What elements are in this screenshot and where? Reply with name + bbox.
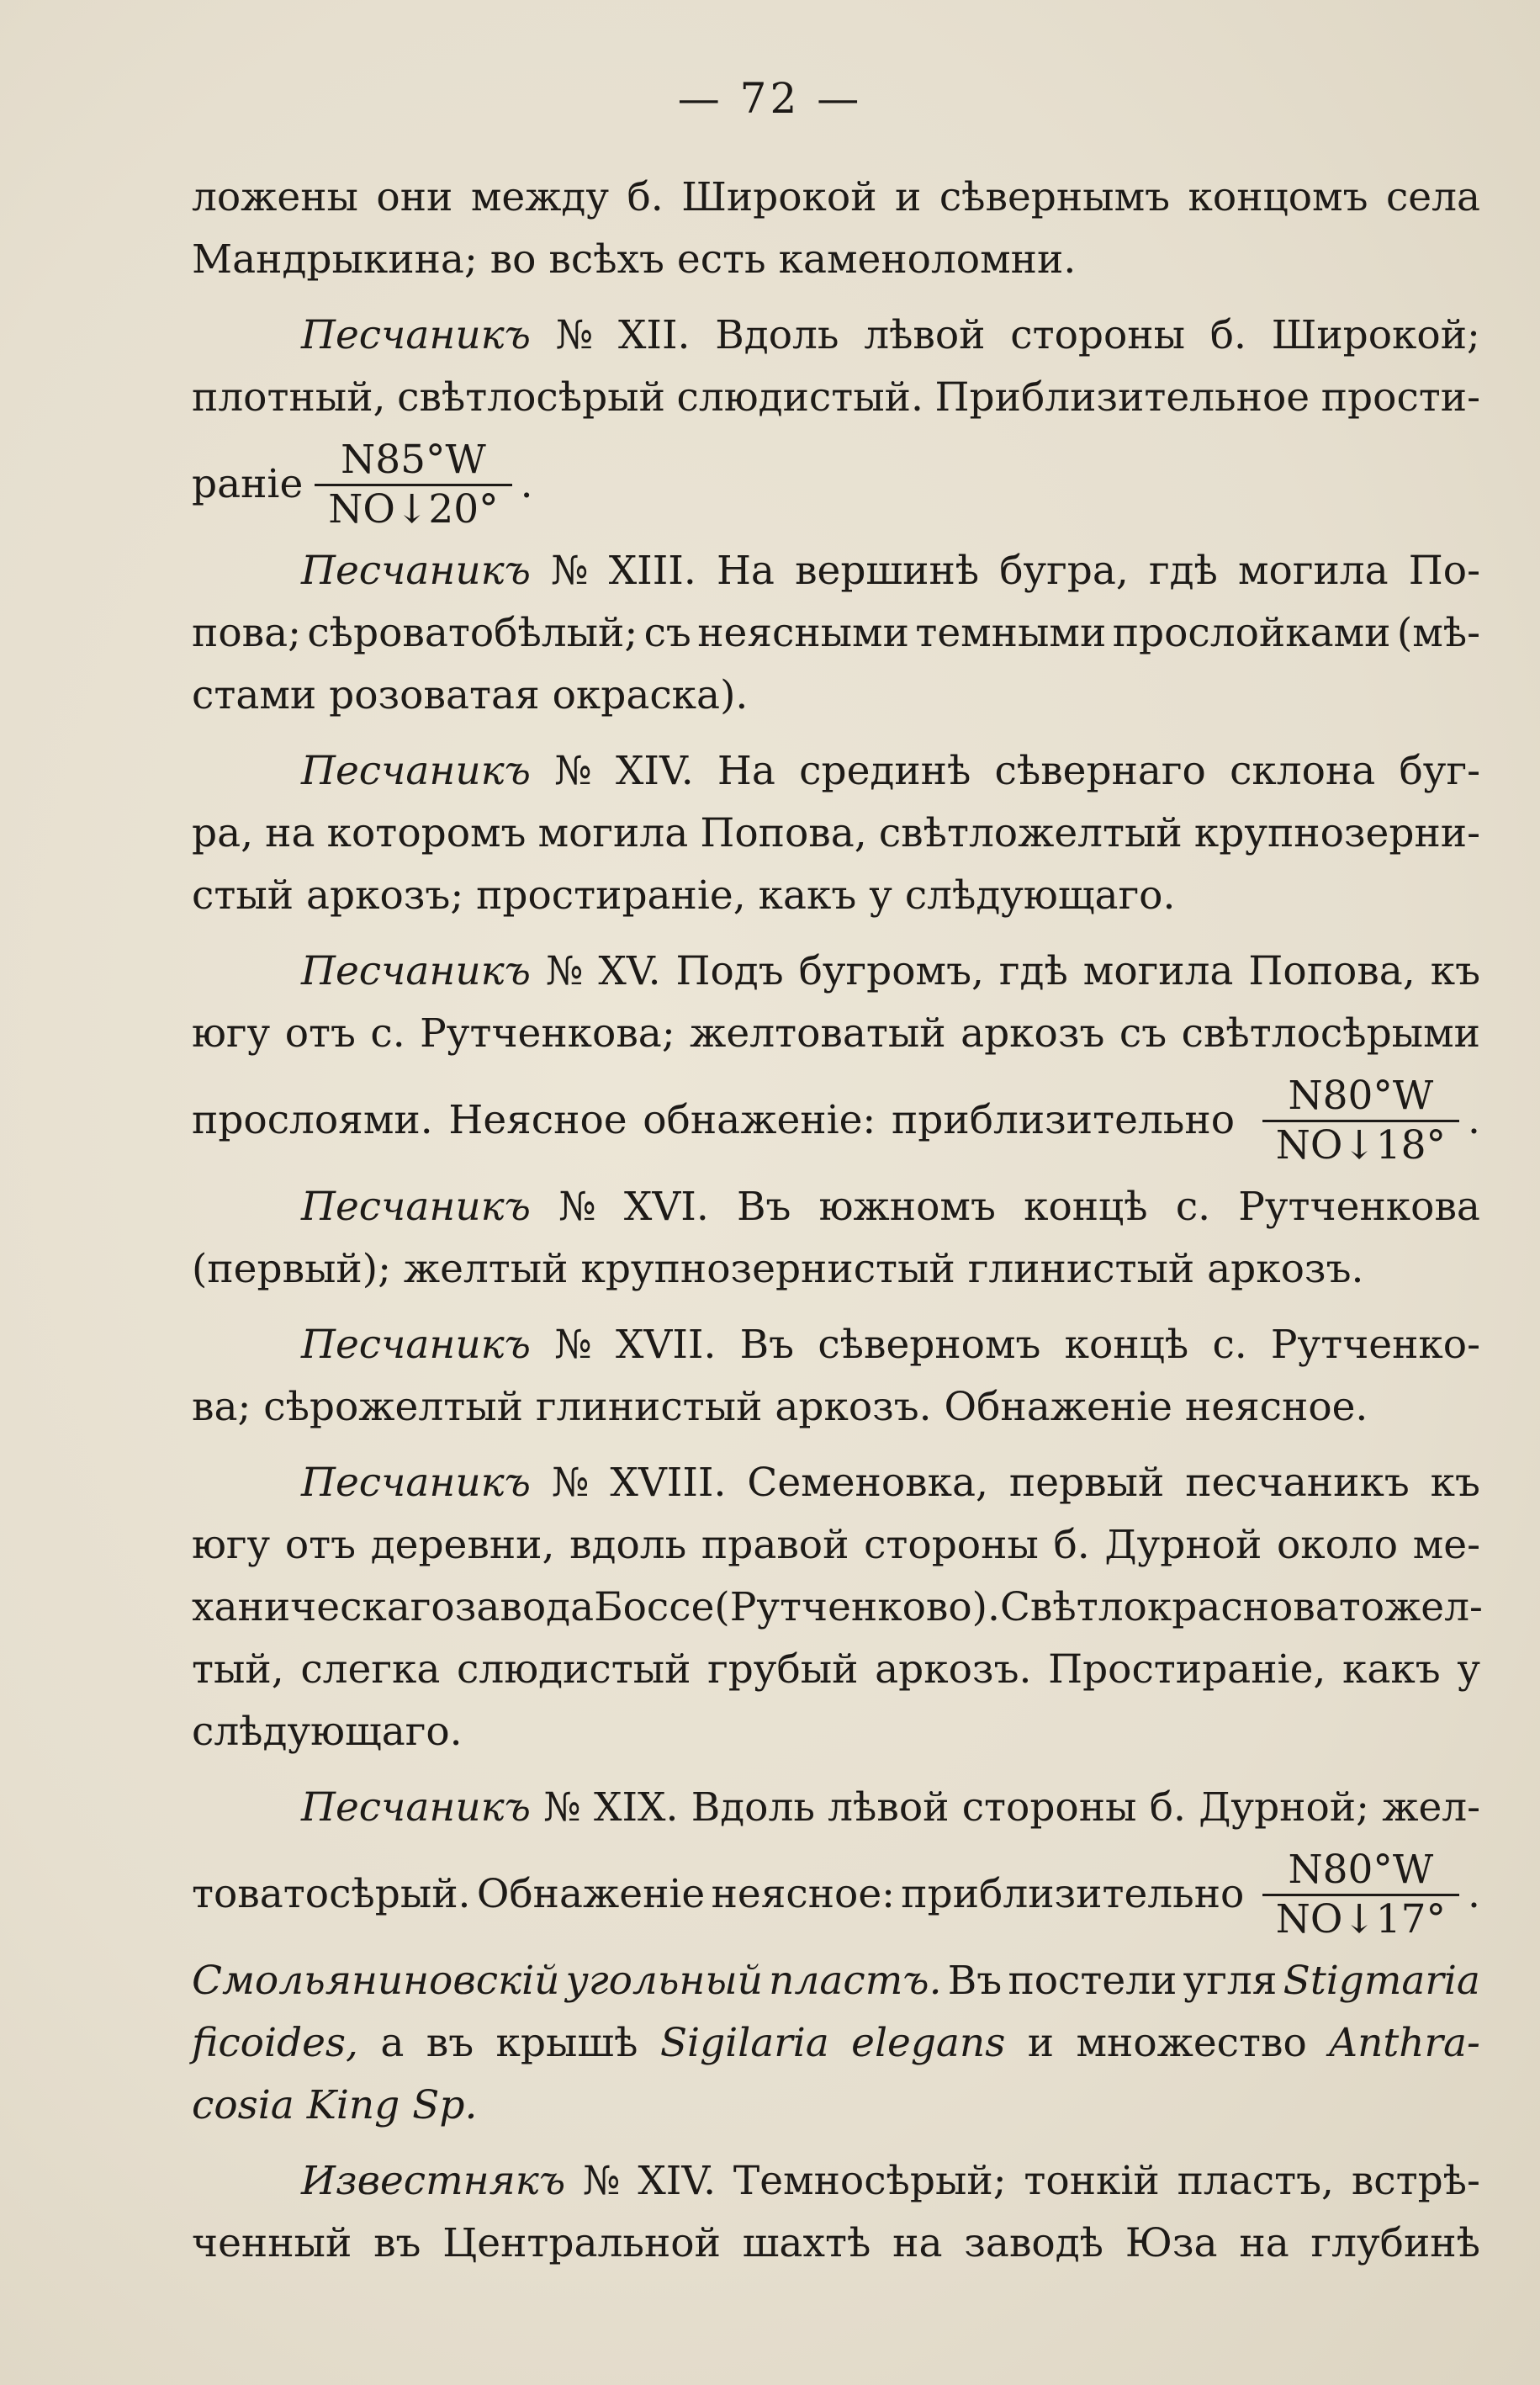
strike-dip-fraction: $\frac{N80^\circ W}{NO↓17^\circ}$ [1262,1847,1459,1943]
text-line: пова; сѣроватобѣлый; съ неясными темными прослойками (мѣ- [192,610,1480,656]
text-line: тый, слегка слюдистый грубый аркозъ. Простираніе, какъ у [192,1646,1480,1693]
text-line: Песчаникъ № XIX. Вдоль лѣвой стороны б. Дурной; жел- [192,1777,1480,1839]
text-line: прослоями. Неясное обнаженіе: приблизительно $\frac{N80^\circ W}{NO↓18^\circ}$ . [192,1072,1480,1169]
text-line: Смольяниновскій угольный пластъ. Въ постели угля Stigmaria [192,1958,1480,2004]
text-line: товатосѣрый. Обнаженіе неясное: приблизительно $\frac{N80^\circ W}{NO↓17^\circ}$ . [192,1846,1480,1942]
term-label: Известнякъ [301,2158,566,2204]
text-line: Песчаникъ № XVIII. Семеновка, первый песчаникъ къ [192,1452,1480,1514]
text-line: стый аркозъ; простираніе, какъ у слѣдующаго. [192,872,1176,919]
text-line: ченный въ Центральной шахтѣ на заводѣ Юза на глубинѣ [192,2220,1480,2266]
term-label: Песчаникъ [301,1784,532,1831]
term-label: Песчаникъ [301,948,532,994]
text-line: ложены они между б. Широкой и сѣвернымъ концомъ села [192,174,1480,220]
text-line: Песчаникъ № XIII. На вершинѣ бугра, гдѣ могила По- [192,540,1480,602]
page-body [192,167,1483,2275]
text-line: ficoides, а въ крышѣ Sigilaria elegans и множество Anthra- [192,2020,1480,2066]
page-number: — 72 — [677,74,863,123]
strike-dip-fraction: $\frac{N80^\circ W}{NO↓18^\circ}$ [1262,1073,1459,1169]
text-line: югу отъ с. Рутченкова; желтоватый аркозъ съ свѣтлосѣрыми [192,1010,1480,1057]
term-label: Песчаникъ [301,312,532,358]
term-label: Песчаникъ [301,1184,532,1230]
term-label: Песчаникъ [301,1322,532,1368]
text-line: (первый); желтый крупнозернистый глинистый аркозъ. [192,1246,1364,1292]
text-line: ва; сѣрожелтый глинистый аркозъ. Обнаженіе неясное. [192,1384,1368,1430]
text-line: Песчаникъ № XII. Вдоль лѣвой стороны б. Широкой; [192,305,1480,367]
text-line: ханическаго завода Боссе (Рутченково). Свѣтлокрасноватожел- [192,1584,1483,1630]
text-line: Песчаникъ № XIV. На срединѣ сѣвернаго склона буг- [192,740,1480,803]
strike-dip-fraction: $\frac{N85^\circ W}{NO↓20^\circ}$ [315,437,511,533]
text-line: Песчаникъ № XVII. Въ сѣверномъ концѣ с. Рутченко- [192,1314,1480,1376]
text-line: Песчаникъ № XVI. Въ южномъ концѣ с. Рутченкова [192,1176,1480,1238]
text-line: югу отъ деревни, вдоль правой стороны б. Дурной около ме- [192,1522,1480,1568]
term-label: Песчаникъ [301,1460,532,1506]
text-line: плотный, свѣтлосѣрый слюдистый. Приблизительное прости- [192,374,1480,421]
text-line: Мандрыкина; во всѣхъ есть каменоломни. [192,236,1077,283]
text-line: стами розоватая окраска). [192,672,749,718]
text-line: Песчаникъ № XV. Подъ бугромъ, гдѣ могила Попова, къ [192,941,1480,1003]
text-line: раніе $\frac{N85^\circ W}{NO↓20^\circ}$ . [192,436,533,533]
text-line: Известнякъ № XIV. Темносѣрый; тонкій пластъ, встрѣ- [192,2150,1480,2213]
term-label: Песчаникъ [301,548,532,594]
text-line: cosia King Sp. [192,2082,478,2128]
term-label: Песчаникъ [301,748,532,794]
text-line: слѣдующаго. [192,1709,463,1755]
text-line: ра, на которомъ могила Попова, свѣтложелтый крупнозерни- [192,810,1480,856]
